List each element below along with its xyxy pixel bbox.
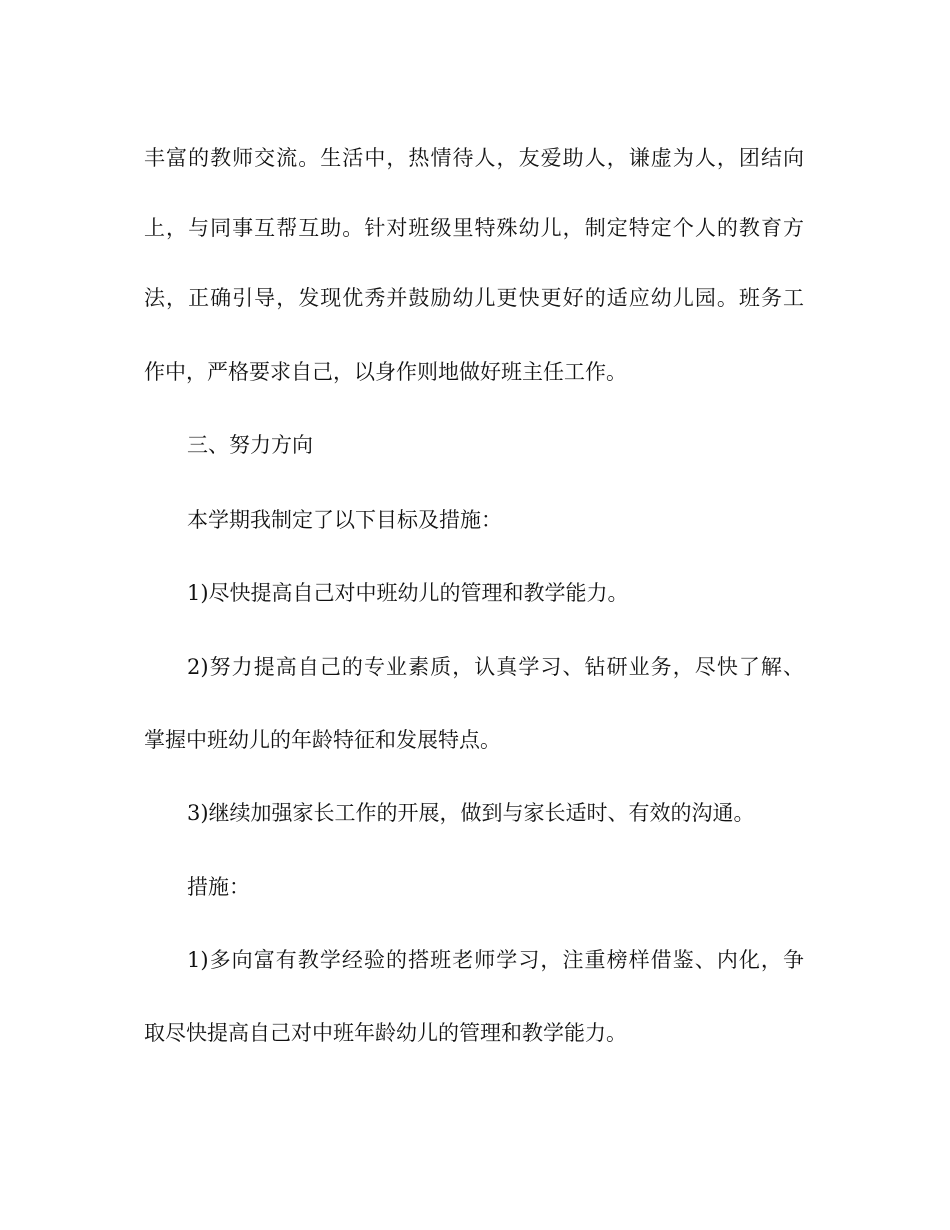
paragraph-line: 作中，严格要求自己，以身作则地做好班主任工作。 bbox=[144, 360, 627, 384]
subheading: 措施： bbox=[187, 875, 250, 899]
list-item: 1)多向富有教学经验的搭班老师学习，注重榜样借鉴、内化，争 bbox=[187, 948, 804, 972]
list-item: 1)尽快提高自己对中班幼儿的管理和教学能力。 bbox=[187, 581, 629, 605]
paragraph-line: 丰富的教师交流。生活中，热情待人，友爱助人，谦虚为人，团结向 bbox=[144, 146, 804, 170]
paragraph-line: 本学期我制定了以下目标及措施： bbox=[187, 508, 502, 532]
section-heading: 三、努力方向 bbox=[187, 433, 313, 457]
paragraph-line: 法，正确引导，发现优秀并鼓励幼儿更快更好的适应幼儿园。班务工 bbox=[144, 286, 804, 310]
paragraph-line: 上，与同事互帮互助。针对班级里特殊幼儿，制定特定个人的教育方 bbox=[144, 216, 804, 240]
list-item: 2)努力提高自己的专业素质，认真学习、钻研业务，尽快了解、 bbox=[187, 655, 804, 679]
list-item-continuation: 掌握中班幼儿的年龄特征和发展特点。 bbox=[144, 728, 501, 752]
list-item-continuation: 取尽快提高自己对中班年龄幼儿的管理和教学能力。 bbox=[144, 1021, 627, 1045]
list-item: 3)继续加强家长工作的开展，做到与家长适时、有效的沟通。 bbox=[187, 801, 755, 825]
